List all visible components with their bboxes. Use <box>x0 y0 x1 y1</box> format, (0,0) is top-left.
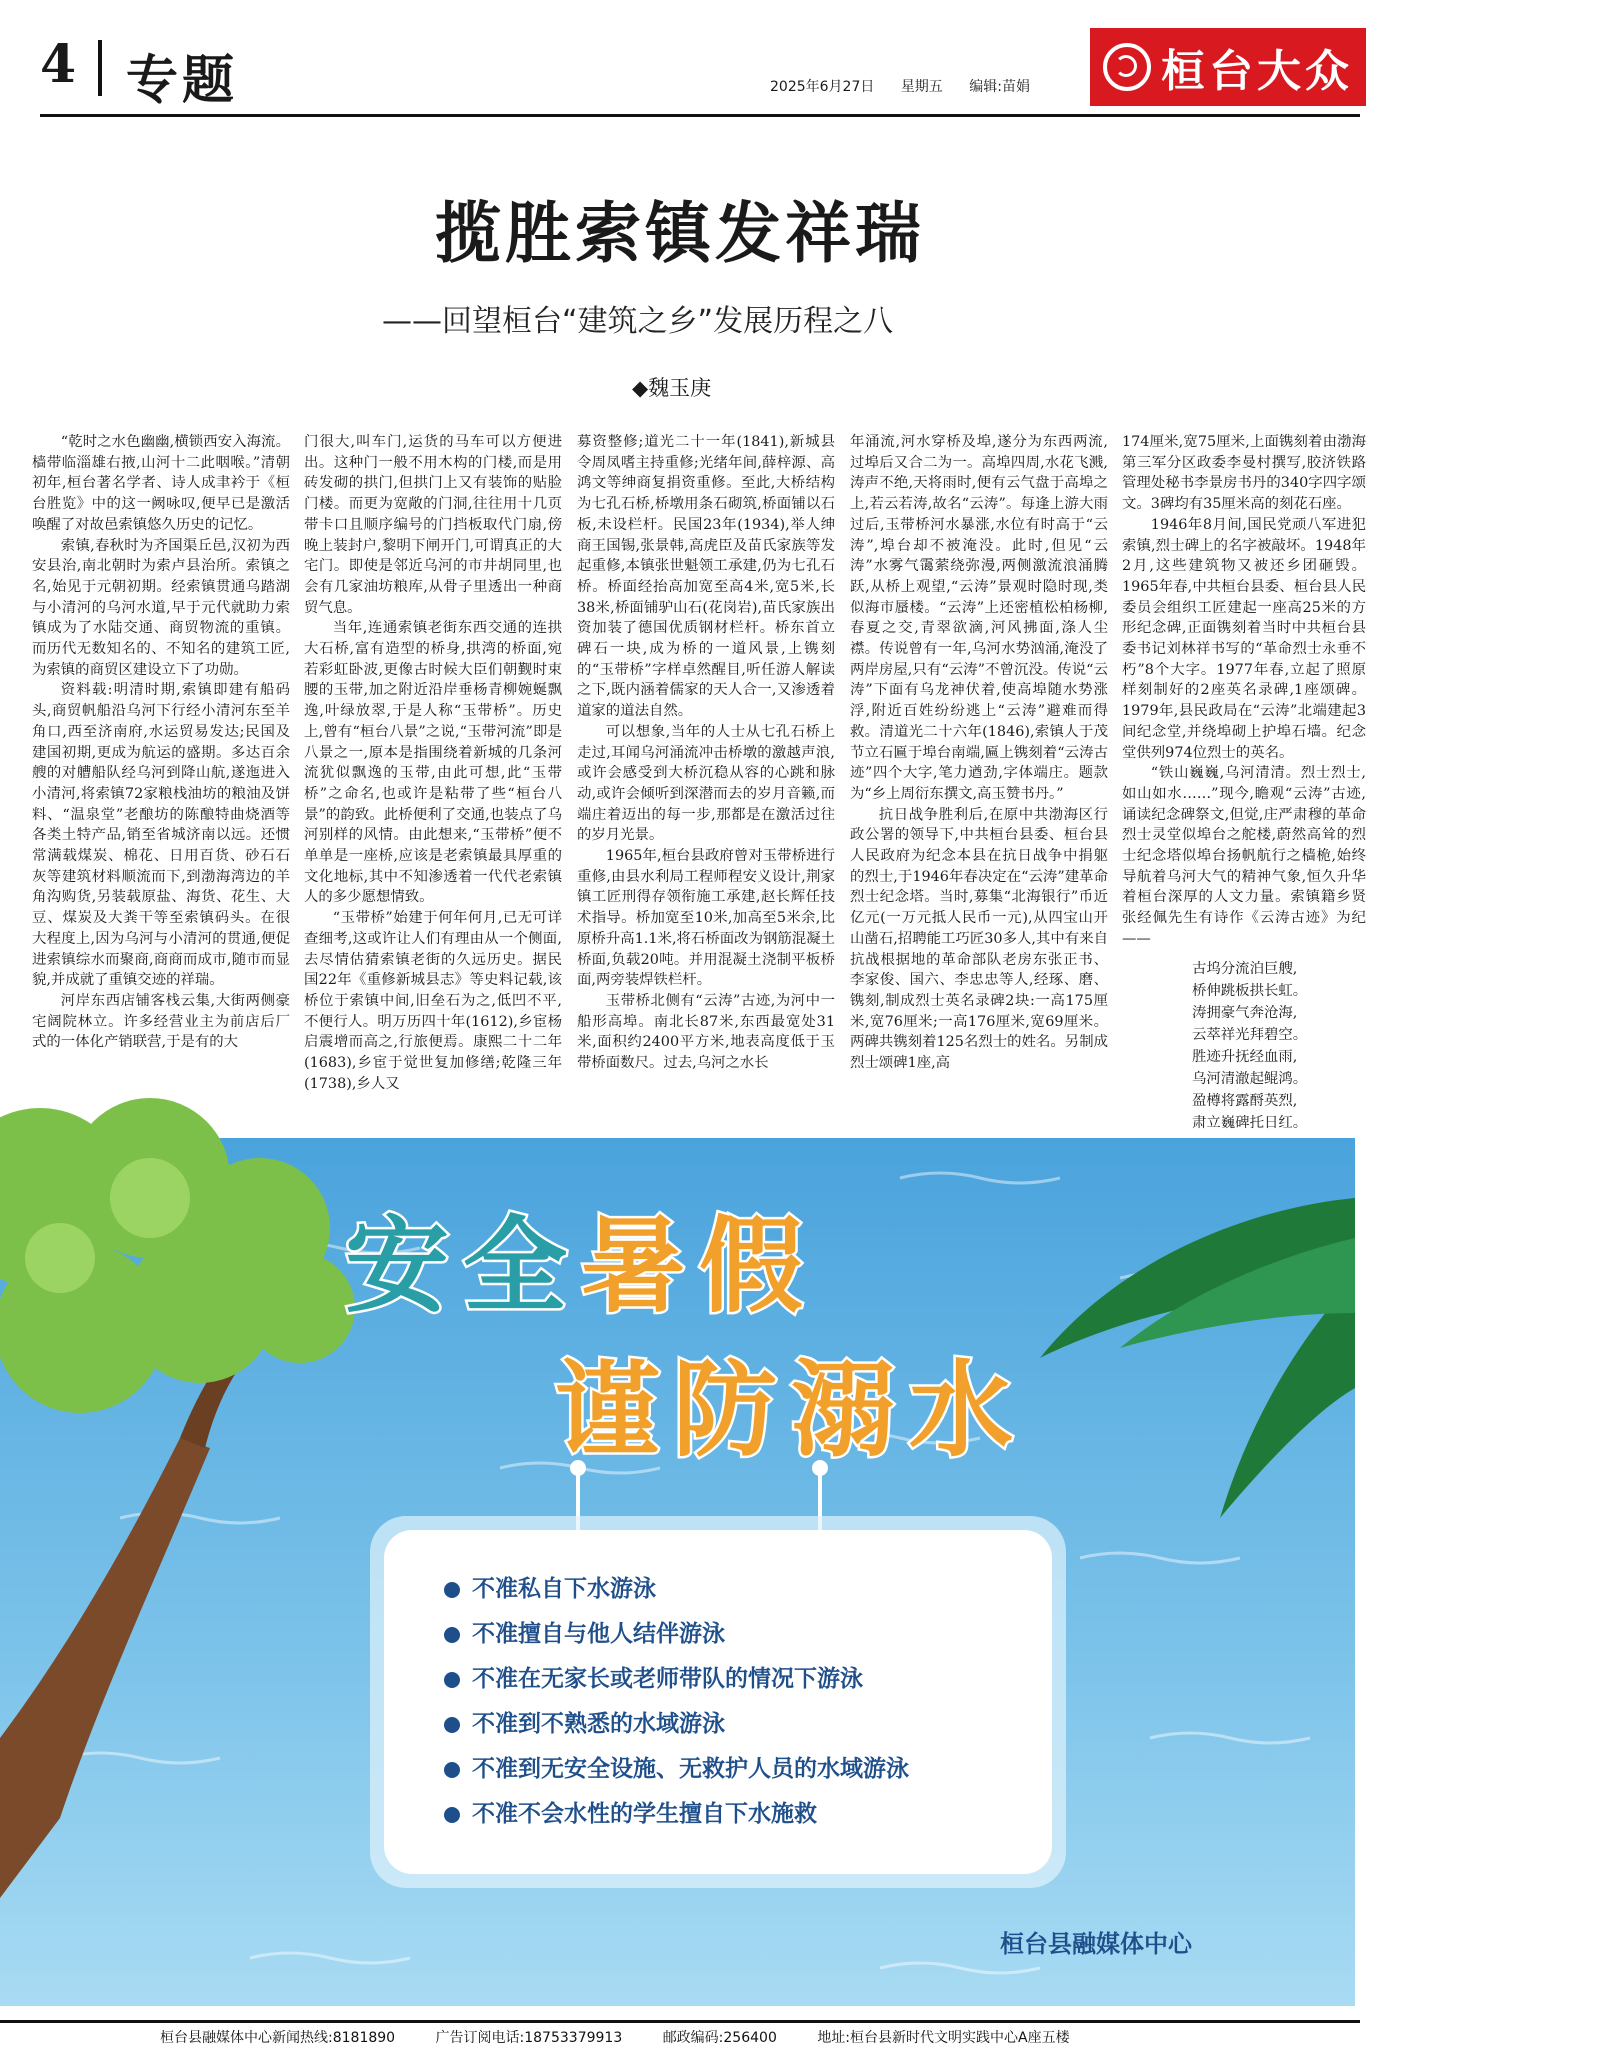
list-item <box>444 1567 909 1612</box>
footer-rule <box>0 2020 1360 2023</box>
bullet-icon <box>444 1627 460 1643</box>
poster-title-line-1 <box>345 1182 817 1332</box>
list-item <box>444 1657 909 1702</box>
article-column-2 <box>304 432 562 1122</box>
poem <box>1122 958 1366 1134</box>
bullet-icon <box>444 1807 460 1823</box>
title-safety: 安全 <box>345 1205 582 1327</box>
bullet-icon <box>444 1762 460 1778</box>
bullet-icon <box>444 1717 460 1733</box>
paragraph: “玉带桥”始建于何年何月,已无可详查细考,这或许让人们有理由从一个侧面,去尽情估猜索镇老街的久远历史。据民国22年《重修新城县志》等史料记载,该桥位于索镇中间,旧垒石为之,低凹不平,不便行人。明万历四十年(1612),乡宦杨启震增而高之,行旅便焉。康熙二十二年(1683),乡宦于觉世复加修缮;乾隆三年(1738),乡人又 <box>304 910 562 1092</box>
paragraph: 河岸东西店铺客栈云集,大街两侧豪宅阔院林立。许多经营业主为前店后厂式的一体化产销联营,于是有的大 <box>32 992 290 1051</box>
paragraph: 玉带桥北侧有“云涛”古迹,为河中一船形高埠。南北长87米,东西最宽处31米,面积约2400平方米,地表高度低于玉带桥面数尺。过去,乌河之水长 <box>577 992 835 1072</box>
page-number: 4 <box>40 34 77 95</box>
list-item <box>444 1747 909 1792</box>
footer <box>160 2027 1104 2047</box>
paragraph: 抗日战争胜利后,在原中共渤海区行政公署的领导下,中共桓台县委、桓台县人民政府为纪念本县在抗日战争中捐躯的烈士,于1946年春决定在“云涛”建革命烈士纪念塔。当时,募集“北海银行”币近亿元(一万元抵人民币一元),从四宝山开山凿石,招聘能工巧匠30多人,其中有来自抗战根据地的革命部队老房东张正书、李家俊、国六、李忠忠等人,经琢、磨、镌刻,制成烈士英名录碑2块:一高175厘米,宽76厘米;一高176厘米,宽69厘米。两碑共镌刻着125名烈士的姓名。另制成烈士颂碑1座,高 <box>850 806 1108 1072</box>
article-subtitle: ——回望桓台“建筑之乡”发展历程之八 <box>382 304 894 339</box>
bullet-icon <box>444 1672 460 1688</box>
masthead <box>40 28 1360 114</box>
paragraph-continued: 募资整修;道光二十一年(1841),新城县令周凤嗜主持重修;光绪年间,薛梓源、高鸿文等绅商复捐资重修。至此,大桥结构为七孔石桥,桥墩用条石砌筑,桥面铺以石板,未设栏杆。民国23年(1934),举人绅商王国锡,张景韩,高虎臣及苗氏家族等发起重修,本镇张世魁领工承建,仍为七孔石桥。桥面经抬高加宽至高4米,宽5米,长38米,桥面铺驴山石(花岗岩),苗氏家族出资加装了德国优质钢材栏杆。桥东首立碑石一块,成为桥的一道风景,上镌刻的“玉带桥”字样卓然醒目,听任游人解读之下,既内涵着儒家的天人合一,又渗透着道家的道法自然。 <box>577 434 835 720</box>
poster-credit: 桓台县融媒体中心 <box>1000 1930 1192 1958</box>
title-summer: 暑假 <box>581 1205 818 1327</box>
article-column-5 <box>1122 432 1366 1131</box>
rule-text: 不准到无安全设施、无救护人员的水域游泳 <box>472 1756 909 1782</box>
bullet-icon <box>444 1582 460 1598</box>
header-rule <box>40 114 1360 117</box>
newspaper-logo <box>1090 28 1366 106</box>
poem-line: 古坞分流泊巨艘, <box>1192 960 1298 977</box>
paragraph: “铁山巍巍,乌河清清。烈士烈士,如山如水……”现今,瞻观“云涛”古迹,诵读纪念碑祭文,但觉,庄严肃穆的革命烈士灵堂似埠台之舵楼,蔚然高耸的烈士纪念塔似埠台扬帆航行之樯桅,始终导航着乌河大气的精神气象,恒久升华着桓台深厚的人文力量。索镇籍乡贤张经佩先生有诗作《云涛古迹》为纪—— <box>1122 765 1366 947</box>
paragraph-continued: 年涌流,河水穿桥及埠,遂分为东西两流,过埠后又合二为一。高埠四周,水花飞溅,涛声不绝,天将雨时,便有云气盘于高埠之上,若云若涛,故名“云涛”。每逢上游大雨过后,玉带桥河水暴涨,水位有时高于“云涛”,埠台却不被淹没。此时,但见“云涛”水雾气霭萦绕弥漫,两侧激流浪涌腾跃,从桥上观望,“云涛”景观时隐时现,类似海市蜃楼。“云涛”上还密植松柏杨柳,春夏之交,青翠欲滴,河风拂面,涤人尘襟。传说曾有一年,乌河水势汹涌,淹没了两岸房屋,只有“云涛”不曾沉没。传说“云涛”下面有乌龙神伏着,使高埠随水势涨浮,附近百姓纷纷逃上“云涛”避难而得救。清道光二十六年(1846),索镇人于茂节立石匾于埠台南端,匾上镌刻着“云涛古迹”四个大字,笔力遒劲,字体端庄。题款为“乡上周衍东撰文,高玉赞书丹。” <box>850 434 1108 802</box>
paragraph: 1965年,桓台县政府曾对玉带桥进行重修,由县水利局工程师程安义设计,荆家镇工匠刑得存领衔施工承建,赵长辉任技术指导。桥加宽至10米,加高至5米余,比原桥升高1.1米,将石桥面改为钢筋混凝土桥面,负载20吨。并用混凝土浇制平板桥面,两旁装焊铁栏杆。 <box>577 848 835 989</box>
list-item <box>444 1612 909 1657</box>
logo-swirl-icon <box>1103 43 1151 91</box>
poster-title-line-2: 谨防溺水 <box>555 1349 1028 1471</box>
poem-line: 涛拥豪气奔沧海, <box>1192 1004 1298 1021</box>
poem-line: 胜迹升抚经血雨, <box>1192 1048 1298 1065</box>
rule-text: 不准到不熟悉的水域游泳 <box>472 1711 725 1737</box>
ad-phone: 广告订阅电话:18753379913 <box>435 2030 623 2046</box>
article-body <box>32 432 1366 1131</box>
paragraph: 资料载:明清时期,索镇即建有船码头,商贸帆船沿乌河下行经小清河东至羊角口,西至济南府,水运贸易发达;民国及建国初期,更成为航运的盛期。多达百余艘的对艚船队经乌河到降山航,遂迤进入小清河,将索镇72家粮栈油坊的粮油及饼料、“温泉堂”老酿坊的陈酿特曲烧酒等各类土特产品,销至省城济南以远。还惯常满载煤炭、棉花、日用百货、砂石石灰等建筑材料顺流而下,到渤海湾边的羊角沟购货,另装载原盐、海货、花生、大豆、煤炭及大粪干等至索镇码头。在很大程度上,因为乌河与小清河的贯通,便促进索镇综水而聚商,商商而成市,随市而显貌,并成就了重镇交迹的祥瑞。 <box>32 682 290 989</box>
paragraph: 1946年8月间,国民党顽八军进犯索镇,烈士碑上的名字被敲坏。1948年2月,这些建筑物又被还乡团砸毁。1965年春,中共桓台县委、桓台县人民委员会组织工匠建起一座高25米的方形纪念碑,正面镌刻着当时中共桓台县委书记刘林祥书写的“革命烈士永垂不朽”8个大字。1977年春,立起了照原样刻制好的2座英名录碑,1座颂碑。1979年,县民政局在“云涛”北端建起3间纪念堂,并绕埠砌上护埠石墙。纪念堂供列974位烈士的英名。 <box>1122 516 1366 761</box>
rule-text: 不准不会水性的学生擅自下水施救 <box>472 1801 817 1827</box>
article-title: 揽胜索镇发祥瑞 <box>435 194 925 272</box>
article-column-1 <box>32 432 290 1122</box>
issue-weekday: 星期五 <box>900 79 943 95</box>
list-item <box>444 1702 909 1747</box>
poem-line: 肃立巍碑托日红。 <box>1192 1114 1308 1131</box>
address: 地址:桓台县新时代文明实践中心A座五楼 <box>817 2030 1070 2046</box>
paragraph: “乾时之水色幽幽,横锁西安入海流。樯带临淄雄右掖,山河十二此咽喉。”清朝初年,桓台著名学者、诗人成聿衿于《桓台胜览》中的这一阙咏叹,便早已是激活唤醒了对故邑索镇悠久历史的记忆。 <box>32 434 290 533</box>
poem-line: 云萃祥光拜碧空。 <box>1192 1026 1308 1043</box>
poem-line: 桥伸跳板拱长虹。 <box>1192 982 1308 999</box>
poem-line: 盈樽将露酹英烈, <box>1192 1092 1298 1109</box>
dateline <box>770 76 1044 96</box>
article-byline: ◆魏玉庚 <box>632 376 712 400</box>
news-hotline: 桓台县融媒体中心新闻热线:8181890 <box>160 2030 396 2046</box>
logo-text: 桓台大众 <box>1161 46 1353 97</box>
paragraph: 索镇,春秋时为齐国渠丘邑,汉初为西安县治,南北朝时为索卢县治所。索镇之名,始见于元朝初期。经索镇贯通乌踏湖与小清河的乌河水道,早于元代就助力索镇成为了水陆交通、商贸物流的重镇。而历代无数知名的、不知名的建筑工匠,为索镇的商贸区建设立下了功勋。 <box>32 537 290 678</box>
rule-text: 不准私自下水游泳 <box>472 1576 656 1602</box>
article-column-4 <box>850 432 1108 1122</box>
postcode: 邮政编码:256400 <box>662 2030 777 2046</box>
rule-text: 不准在无家长或老师带队的情况下游泳 <box>472 1666 863 1692</box>
paragraph: 可以想象,当年的人士从七孔石桥上走过,耳闻乌河涌流冲击桥墩的激越声浪,或许会感受到大桥沉稳从容的心跳和脉动,或许会倾听到深潜而去的岁月音籁,而端庄着迈出的每一步,那都是在激活过往的岁月光景。 <box>577 723 835 844</box>
masthead-divider <box>98 40 102 96</box>
paragraph: 当年,连通索镇老街东西交通的连拱大石桥,富有造型的桥身,拱湾的桥面,宛若彩虹卧波,更像古时候大臣们朝觐时束腰的玉带,加之附近沿岸垂杨青柳婉蜒飘逸,叶绿放翠,于是人称“玉带桥”。历史上,曾有“桓台八景”之说,“玉带河流”即是八景之一,原本是指围绕着新城的几条河流犹似飘逸的玉带,由此可想,此“玉带桥”之命名,也或许是粘带了些“桓台八景”的韵致。此桥便利了交通,也装点了乌河别样的风情。由此想来,“玉带桥”便不单单是一座桥,应该是老索镇最具厚重的文化地标,其中不知渗透着一代代老索镇人的多少愿想情致。 <box>304 620 562 906</box>
article-column-3 <box>577 432 835 1122</box>
poem-line: 乌河清澈起鲲鸿。 <box>1192 1070 1308 1087</box>
editor-credit: 编辑:苗娟 <box>969 79 1030 95</box>
summer-safety-poster <box>0 1138 1355 2006</box>
section-title: 专题 <box>126 51 239 111</box>
rule-text: 不准擅自与他人结伴游泳 <box>472 1621 725 1647</box>
safety-rules-list <box>444 1567 909 1837</box>
paragraph-continued: 门很大,叫车门,运货的马车可以方便进出。这种门一般不用木构的门楼,而是用砖发砌的拱门,但拱门上又有装饰的贴脸门楼。而更为宽敞的门洞,往往用十几页带卡口且顺序编号的门挡板取代门扇,傍晚上装封户,黎明下闸开门,可谓真正的大宅门。即使是邻近乌河的市井胡同里,也会有几家油坊粮库,从骨子里透出一种商贸气息。 <box>304 434 562 616</box>
safety-rules-panel <box>378 1523 1058 1883</box>
issue-date: 2025年6月27日 <box>770 79 875 95</box>
list-item <box>444 1792 909 1837</box>
paragraph-continued: 174厘米,宽75厘米,上面镌刻着由渤海第三军分区政委李曼村撰写,胶济铁路管理处秘书李景房书丹的340字四字颂文。3碑均有35厘米高的刻花石座。 <box>1122 434 1366 513</box>
